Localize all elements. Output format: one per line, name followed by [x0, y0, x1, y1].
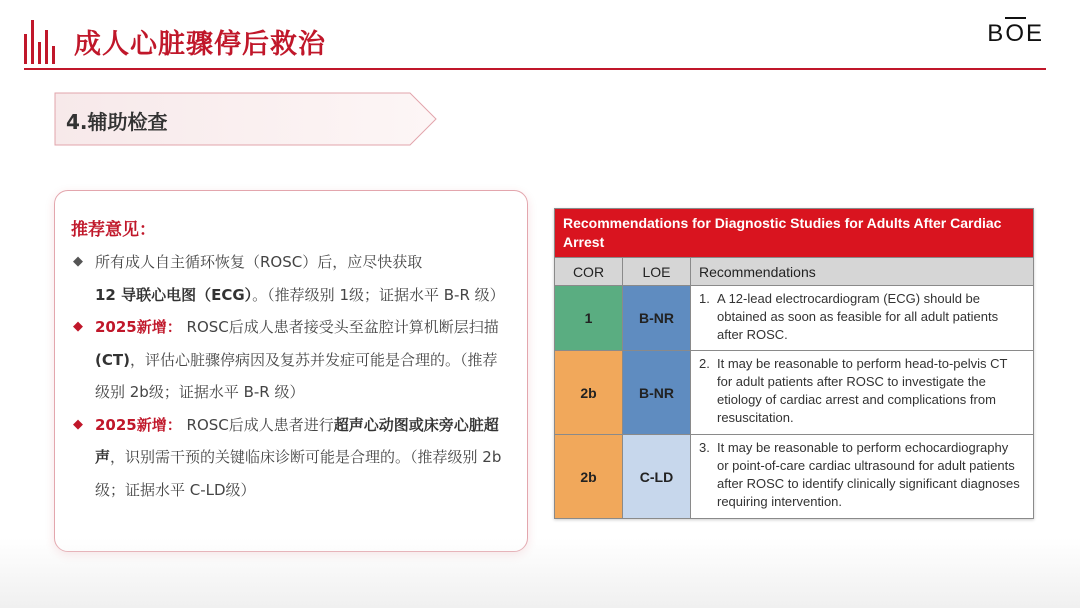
loe-cell: B-NR [623, 351, 691, 435]
header-divider [24, 68, 1046, 70]
recommendation-item [71, 409, 505, 507]
boe-logo: BOE [987, 20, 1044, 47]
recommendation-number: 3. [699, 440, 710, 455]
recommendation-number: 1. [699, 291, 710, 306]
diamond-bullet-icon: ◆ [73, 254, 83, 269]
loe-cell: B-NR [623, 286, 691, 351]
recommendation-cell [691, 286, 1034, 351]
rec-emphasis: 12 导联心电图（ECG） [95, 285, 253, 304]
rec-emphasis: 超声心动图或床旁心脏超声 [95, 415, 499, 466]
guideline-table [554, 208, 1034, 519]
rec-text: ，识别需干预的关键临床诊断可能是合理的。（推荐级别 2b级；证据水平 C-LD级） [95, 448, 502, 499]
table-row [555, 286, 1034, 351]
recommendation-text: It may be reasonable to perform echocardiography or point-of-care cardiac ultrasound for adult patients after ROSC to identify clinically significant diagnoses requiring intervention. [717, 440, 1020, 509]
recommendation-cell [691, 435, 1034, 519]
header-bars-icon [24, 20, 64, 64]
recommendation-card [54, 190, 528, 552]
table-title: Recommendations for Diagnostic Studies for Adults After Cardiac Arrest [555, 209, 1034, 258]
rec-text: ，评估心脏骤停病因及复苏并发症可能是合理的。（推荐级别 2b级；证据水平 B-R 级） [95, 350, 498, 401]
loe-cell: C-LD [623, 435, 691, 519]
table-row [555, 435, 1034, 519]
diamond-bullet-icon: ◆ [73, 416, 83, 432]
page-title: 成人心脏骤停后救治 [74, 29, 326, 60]
cor-cell: 1 [555, 286, 623, 351]
column-header-recommendations: Recommendations [691, 258, 1034, 286]
diamond-bullet-icon: ◆ [73, 319, 83, 334]
column-header-loe: LOE [623, 258, 691, 286]
bottom-fade [0, 538, 1080, 608]
recommendation-text: A 12-lead electrocardiogram (ECG) should be obtained as soon as feasible for all adult patients after ROSC. [717, 291, 999, 342]
rec-text: ROSC后成人患者接受头至盆腔计算机断层扫描 [181, 318, 499, 336]
new-2025-tag: 2025新增： [95, 415, 182, 434]
recommendation-item [71, 311, 505, 409]
recommendation-cell [691, 351, 1034, 435]
rec-text: ROSC后成人患者进行 [181, 415, 334, 434]
cor-cell: 2b [555, 435, 623, 519]
rec-text: 。（推荐级别 1级；证据水平 B-R 级） [252, 285, 505, 304]
new-2025-tag: 2025新增： [95, 318, 182, 336]
cor-cell: 2b [555, 351, 623, 435]
section-label: 4.辅助检查 [66, 110, 168, 134]
rec-text: 所有成人自主循环恢复（ROSC）后，应尽快获取 [95, 253, 423, 271]
column-header-cor: COR [555, 258, 623, 286]
table-row [555, 351, 1034, 435]
rec-emphasis: (CT) [95, 350, 130, 369]
section-tag [54, 92, 438, 146]
recommendation-text: It may be reasonable to perform head-to-pelvis CT for adult patients after ROSC to investigate the etiology of cardiac arrest and complications from resuscitation. [717, 356, 1008, 425]
recommendation-number: 2. [699, 356, 710, 371]
recommendation-item [71, 246, 505, 311]
recommendation-heading: 推荐意见： [71, 220, 156, 240]
table-header-row [555, 258, 1034, 286]
